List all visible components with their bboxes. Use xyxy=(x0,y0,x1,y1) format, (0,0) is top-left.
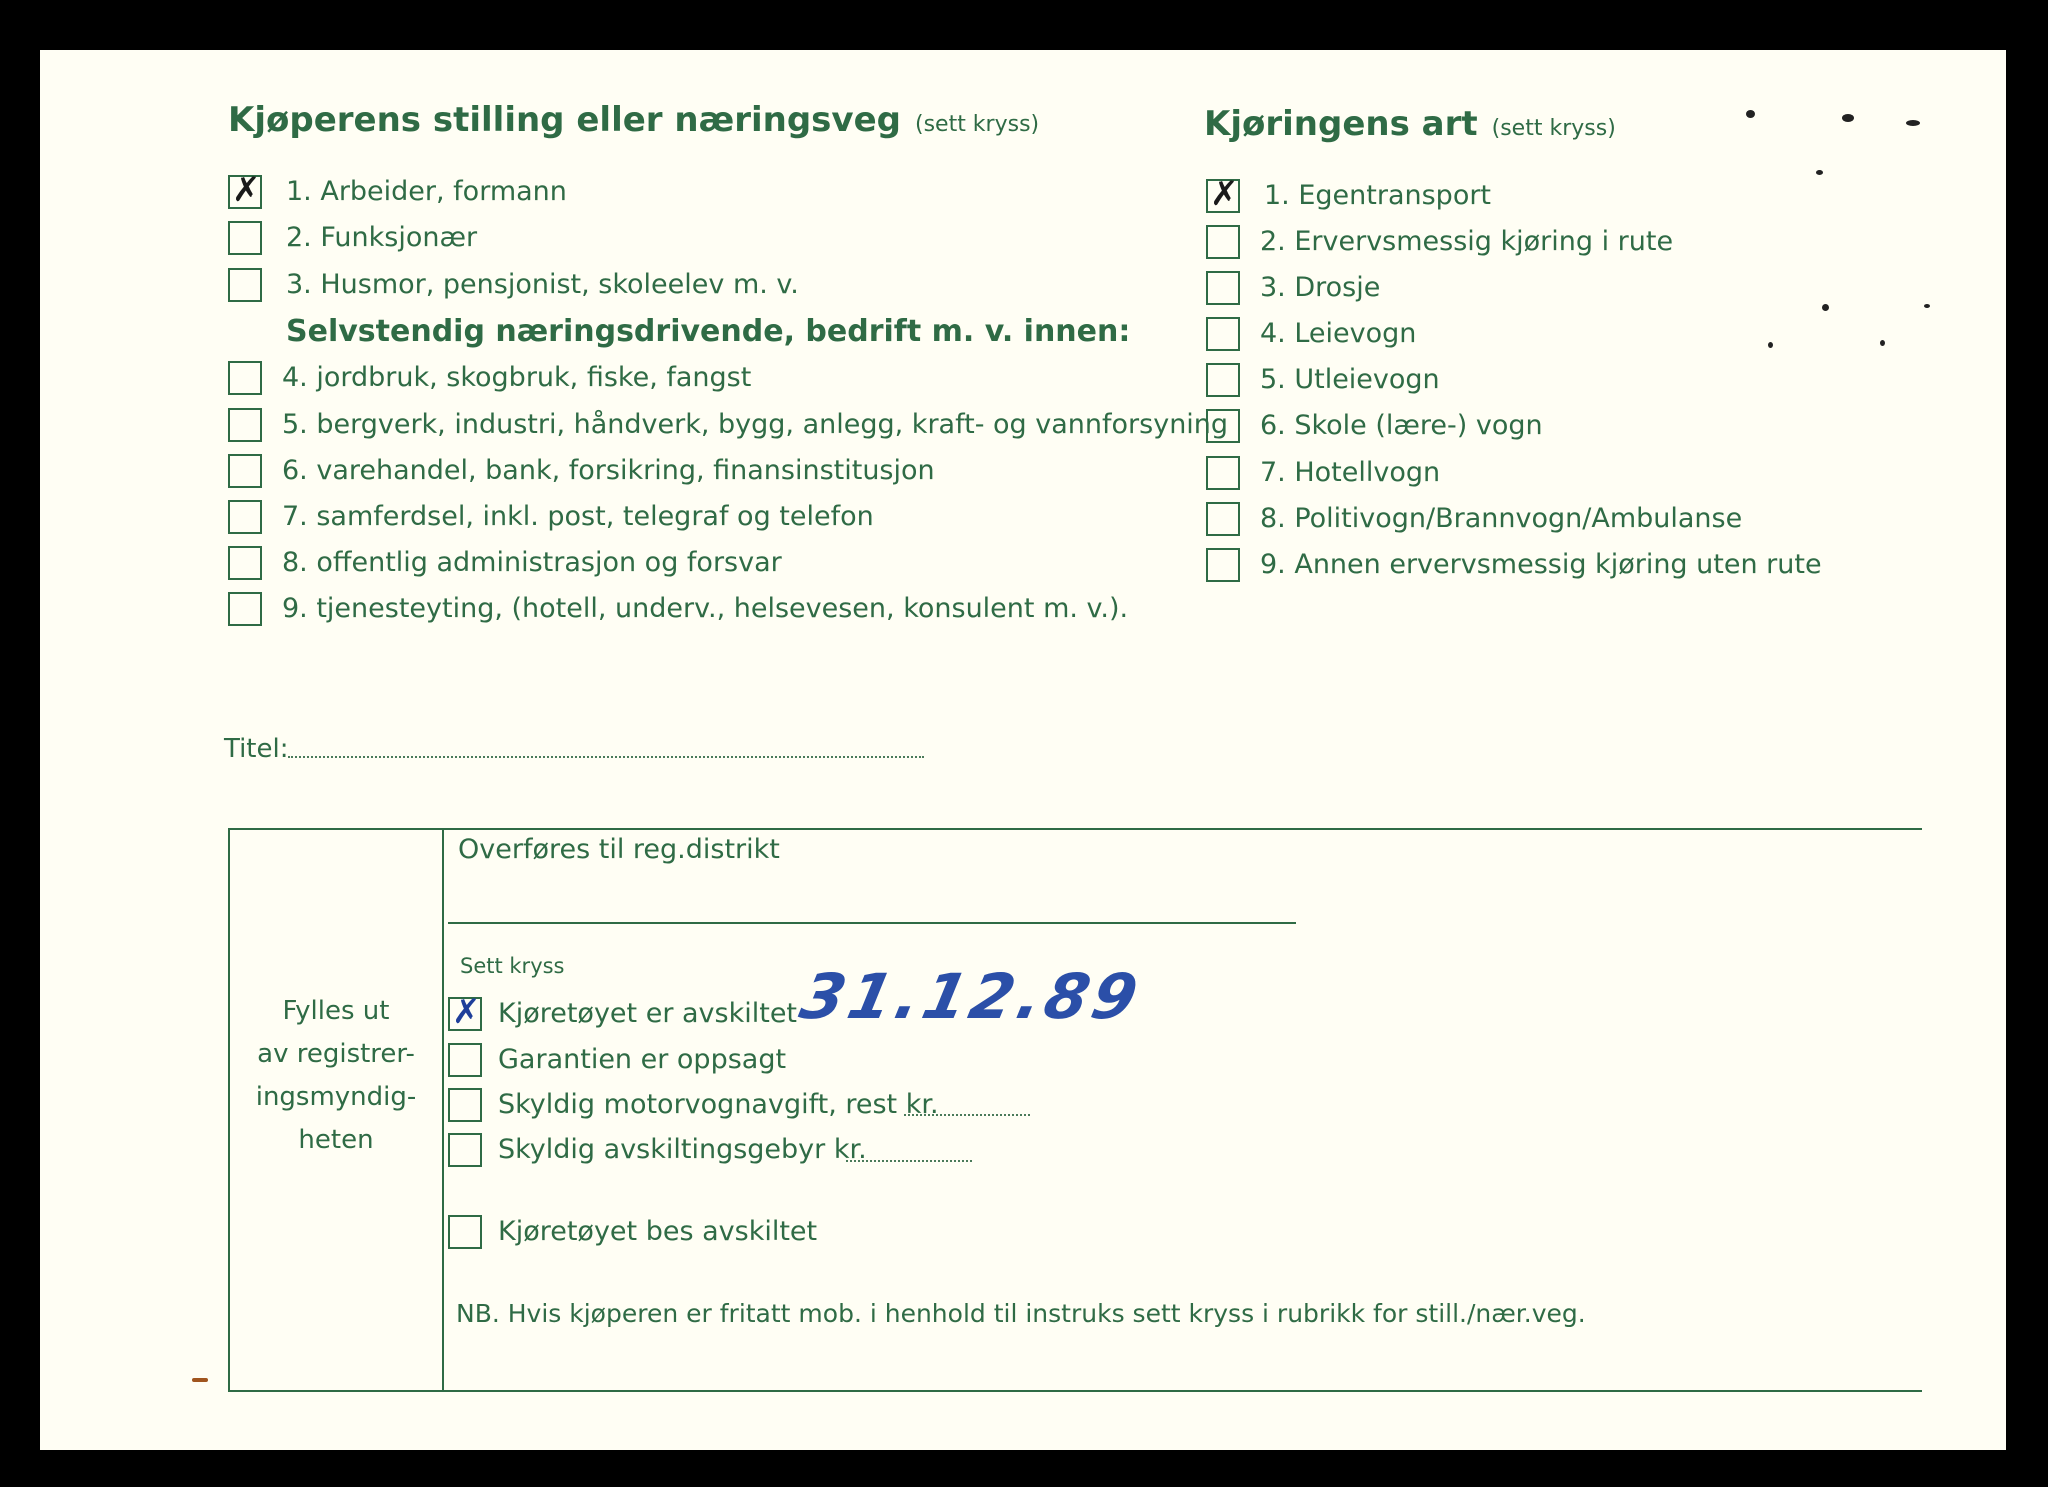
box-divider xyxy=(442,828,444,1392)
box-bottom-border xyxy=(228,1390,1922,1392)
transfer-district-field[interactable] xyxy=(448,922,1296,924)
side-label-line: ingsmyndig- xyxy=(255,1082,417,1112)
checkbox-occupation-5[interactable] xyxy=(228,408,262,442)
ink-speck xyxy=(1822,304,1829,311)
buyer-occupation-heading xyxy=(228,100,1039,140)
ink-speck xyxy=(1842,114,1854,122)
checkbox-occupation-3[interactable] xyxy=(228,268,262,302)
checkbox-occupation-7[interactable] xyxy=(228,500,262,534)
checkbox-garanti[interactable] xyxy=(448,1043,482,1077)
occupation-label: 2. Funksjonær xyxy=(286,222,478,253)
transfer-district-label: Overføres til reg.distrikt xyxy=(458,834,780,865)
ink-speck xyxy=(1906,120,1920,126)
checkbox-occupation-4[interactable] xyxy=(228,361,262,395)
checkbox-occupation-6[interactable] xyxy=(228,454,262,488)
sett-kryss-label: Sett kryss xyxy=(460,954,565,978)
ink-speck xyxy=(1880,340,1885,346)
driving-label: 4. Leievogn xyxy=(1260,318,1417,349)
checkbox-driving-2[interactable] xyxy=(1206,225,1240,259)
checkbox-driving-1[interactable] xyxy=(1206,174,1240,214)
driving-label: 7. Hotellvogn xyxy=(1260,457,1441,488)
ink-speck xyxy=(1816,170,1823,175)
handwritten-date: 31.12.89 xyxy=(794,960,1148,1033)
self-employed-subheading: Selvstendig næringsdrivende, bedrift m. v. innen: xyxy=(286,314,1131,349)
checkbox-bes-avskiltet[interactable] xyxy=(448,1215,482,1249)
checkbox-avskiltingsgebyr[interactable] xyxy=(448,1133,482,1167)
checkbox-occupation-8[interactable] xyxy=(228,546,262,580)
driving-label: 6. Skole (lære-) vogn xyxy=(1260,410,1543,441)
x-mark-icon: ✗ xyxy=(1210,174,1239,214)
box-top-border xyxy=(228,828,1922,830)
ink-speck xyxy=(1768,342,1773,348)
driving-label: 8. Politivogn/Brannvogn/Ambulanse xyxy=(1260,503,1743,534)
heading-note: (sett kryss) xyxy=(914,112,1040,137)
checkbox-occupation-9[interactable] xyxy=(228,592,262,626)
driving-label: 9. Annen ervervsmessig kjøring uten rute xyxy=(1260,549,1822,580)
occupation-label: 7. samferdsel, inkl. post, telegraf og telefon xyxy=(282,501,874,532)
occupation-label: 4. jordbruk, skogbruk, fiske, fangst xyxy=(282,362,752,393)
side-label-line: Fylles ut xyxy=(282,996,390,1026)
driving-type-heading xyxy=(1204,104,1616,144)
checkbox-motorvognavgift[interactable] xyxy=(448,1088,482,1122)
nb-note: NB. Hvis kjøperen er fritatt mob. i henhold til instruks sett kryss i rubrikk for still./nær.veg. xyxy=(456,1299,1586,1328)
checkbox-occupation-1[interactable] xyxy=(228,170,262,210)
check-label: Garantien er oppsagt xyxy=(498,1044,787,1075)
occupation-label: 6. varehandel, bank, forsikring, finansinstitusjon xyxy=(282,455,935,486)
checkbox-driving-4[interactable] xyxy=(1206,317,1240,351)
checkbox-occupation-2[interactable] xyxy=(228,221,262,255)
occupation-label: 8. offentlig administrasjon og forsvar xyxy=(282,547,782,578)
check-label: Kjøretøyet bes avskiltet xyxy=(498,1216,818,1247)
checkbox-driving-8[interactable] xyxy=(1206,502,1240,536)
checkbox-driving-9[interactable] xyxy=(1206,548,1240,582)
titel-input-line[interactable] xyxy=(288,756,924,758)
heading-note: (sett kryss) xyxy=(1491,116,1616,141)
occupation-label: 3. Husmor, pensjonist, skoleelev m. v. xyxy=(286,269,799,300)
titel-label: Titel: xyxy=(224,734,289,764)
motorvognavgift-amount-field[interactable] xyxy=(904,1114,1030,1116)
checkbox-driving-3[interactable] xyxy=(1206,271,1240,305)
occupation-label: 1. Arbeider, formann xyxy=(286,176,567,207)
occupation-label: 9. tjenesteyting, (hotell, underv., helsevesen, konsulent m. v.). xyxy=(282,593,1129,624)
side-label-line: heten xyxy=(298,1125,374,1155)
driving-label: 3. Drosje xyxy=(1260,272,1381,303)
x-mark-icon: ✗ xyxy=(452,992,481,1032)
driving-type-title: Kjøringens art xyxy=(1204,104,1478,144)
check-label: Skyldig motorvognavgift, rest kr. xyxy=(498,1089,939,1120)
form-card xyxy=(40,50,2006,1450)
avskiltingsgebyr-amount-field[interactable] xyxy=(846,1160,972,1162)
check-label: Kjøretøyet er avskiltet xyxy=(498,998,798,1029)
check-label: Skyldig avskiltingsgebyr kr. xyxy=(498,1134,867,1165)
ink-speck xyxy=(1746,110,1755,118)
buyer-occupation-title: Kjøperens stilling eller næringsveg xyxy=(228,100,901,140)
rust-mark xyxy=(192,1378,208,1382)
driving-label: 1. Egentransport xyxy=(1264,180,1492,211)
driving-label: 5. Utleievogn xyxy=(1260,364,1440,395)
registry-authority-label xyxy=(230,990,442,1162)
ink-speck xyxy=(1924,304,1930,308)
checkbox-driving-6[interactable] xyxy=(1206,409,1240,443)
checkbox-driving-5[interactable] xyxy=(1206,363,1240,397)
driving-label: 2. Ervervsmessig kjøring i rute xyxy=(1260,226,1674,257)
checkbox-driving-7[interactable] xyxy=(1206,456,1240,490)
side-label-line: av registrer- xyxy=(257,1039,415,1069)
occupation-label: 5. bergverk, industri, håndverk, bygg, anlegg, kraft- og vannforsyning xyxy=(282,409,1229,440)
x-mark-icon: ✗ xyxy=(232,170,261,210)
checkbox-avskiltet[interactable] xyxy=(448,992,482,1032)
